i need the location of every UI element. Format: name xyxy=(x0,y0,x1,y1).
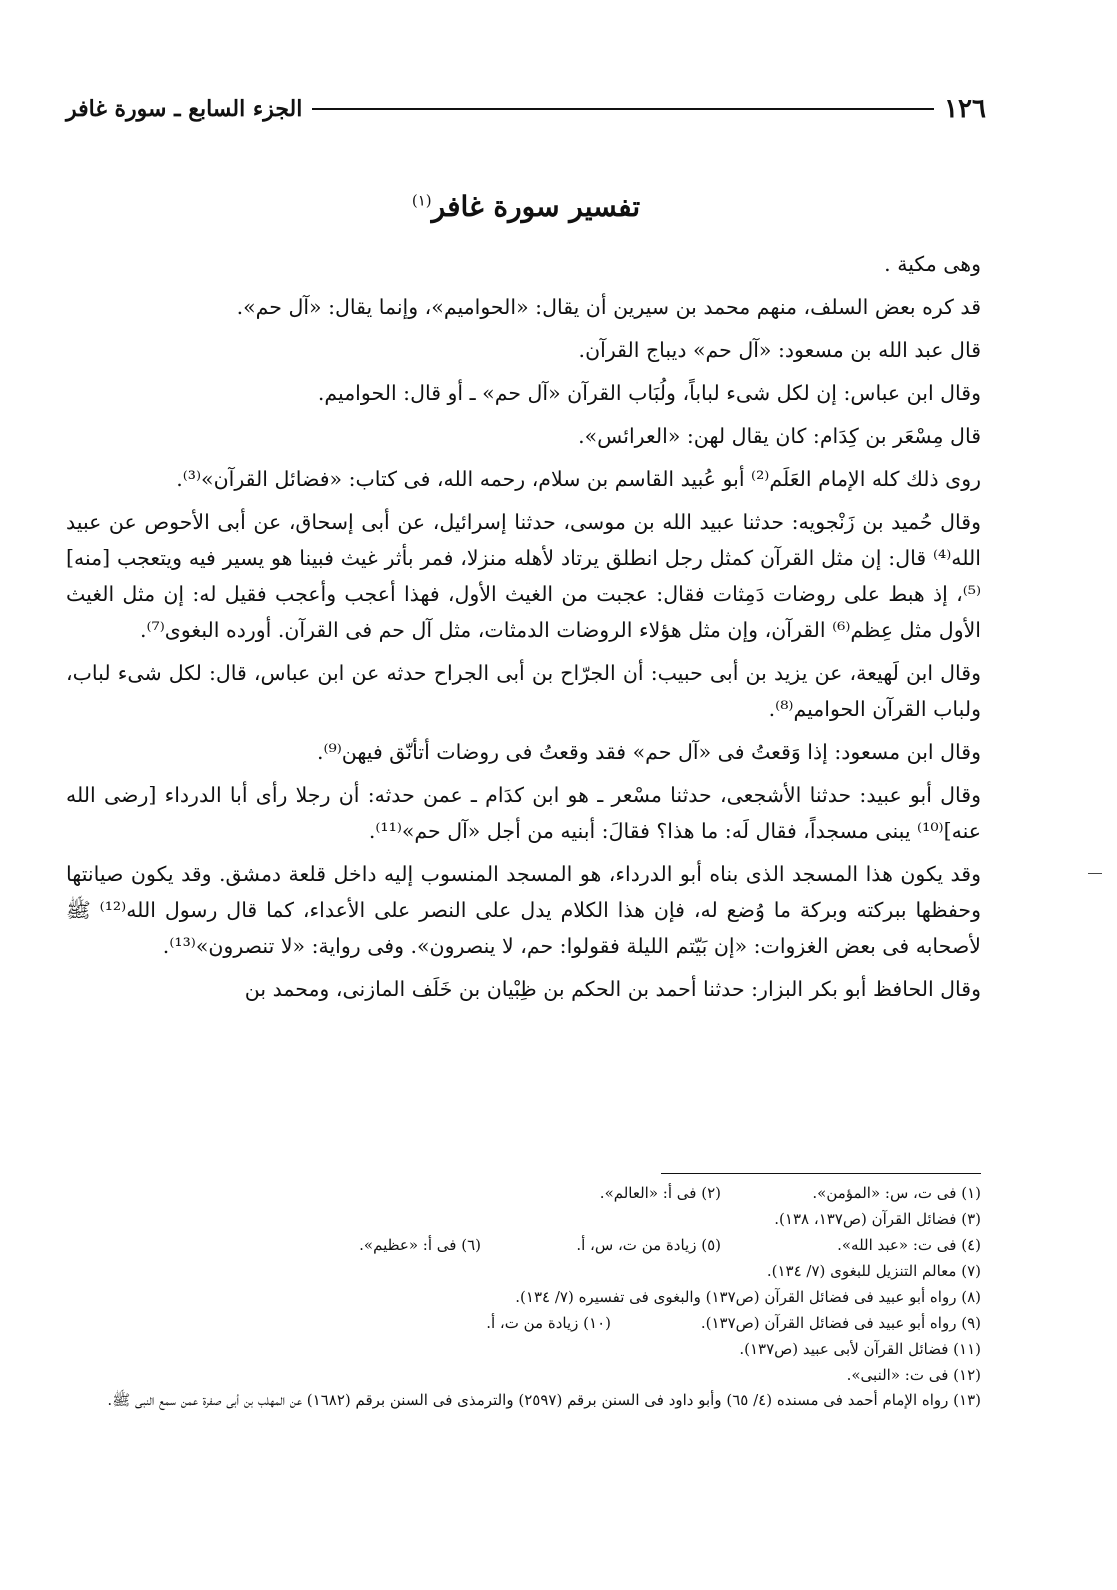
paragraph: وقال الحافظ أبو بكر البزار: حدثنا أحمد بن الحكم بن ظِبْيان بن خَلَف المازنى، ومحمد بن xyxy=(244,977,981,1001)
paragraph: وهى مكية . xyxy=(884,252,981,276)
paragraph: قال مِسْعَر بن كِدَام: كان يقال لهن: «العرائس». xyxy=(578,424,981,448)
paragraph: قال عبد الله بن مسعود: «آل حم» ديباج القرآن. xyxy=(578,338,981,362)
footnote-1: (١) فى ت، س: «المؤمن». xyxy=(812,1184,981,1202)
footnote-separator xyxy=(661,1173,981,1174)
footnote-row xyxy=(66,1232,981,1258)
footnote-8: (٨) رواه أبو عبيد فى فضائل القرآن (ص١٣٧) والبغوى فى تفسيره (٧/ ١٣٤). xyxy=(515,1288,981,1306)
page-number: ١٢٦ xyxy=(944,94,986,124)
paragraph: وقال ابن لَهيعة، عن يزيد بن أبى حبيب: أن الجرّاح بن أبى الجراح حدثه عن ابن عباس، قال: لكل شىء لباب، ولباب القرآن الحواميم⁽⁸⁾. xyxy=(66,661,981,721)
running-header xyxy=(66,92,986,126)
paragraph: وقال حُميد بن زَنْجويه: حدثنا عبيد الله بن موسى، حدثنا إسرائيل، عن أبى إسحاق، عن أبى الأحوص عن عبيد الله⁽⁴⁾ قال: إن مثل القرآن كمثل رجل انطلق يرتاد لأهله منزلا، فمر بأثر غيث فبينا هو يسير فيه ويتعجب [منه]⁽⁵⁾، إذ هبط على روضات دَمِثات فقال: عجبت من الغيث الأول، فهذا أعجب وأعجب فقيل له: إن مثل الغيث الأول مثل عِظم⁽⁶⁾ القرآن، وإن مثل هؤلاء الروضات الدمثات، مثل آل حم فى القرآن. أورده البغوى⁽⁷⁾. xyxy=(66,510,981,642)
footnote-row xyxy=(66,1206,981,1232)
footnote-row xyxy=(66,1180,981,1206)
surah-title-text: تفسير سورة غافر xyxy=(431,190,641,223)
header-rule xyxy=(312,108,934,110)
footnote-row xyxy=(66,1284,981,1310)
paragraph: وقد يكون هذا المسجد الذى بناه أبو الدرداء، هو المسجد المنسوب إليه داخل قلعة دمشق. وقد يكون صيانتها وحفظها ببركته وبركة ما وُضع له، فإن هذا الكلام يدل على النصر على الأعداء، كما قال رسول الله⁽¹²⁾ ﷺ لأصحابه فى بعض الغزوات: «إن بَيّتم الليلة فقولوا: حم، لا ينصرون». وفى رواية: «لا تنصرون»⁽¹³⁾. xyxy=(66,862,981,958)
paragraph: قد كره بعض السلف، منهم محمد بن سيرين أن يقال: «الحواميم»، وإنما يقال: «آل حم». xyxy=(236,295,981,319)
footnote-10: (١٠) زيادة من ت، أ. xyxy=(486,1314,611,1332)
main-text xyxy=(66,246,981,1014)
footnote-12: (١٢) فى ت: «النبى». xyxy=(846,1366,981,1384)
footnote-row xyxy=(66,1362,981,1388)
footnotes xyxy=(66,1180,981,1413)
footnote-2: (٢) فى أ: «العالم». xyxy=(599,1184,721,1202)
footnote-11: (١١) فضائل القرآن لأبى عبيد (ص١٣٧). xyxy=(739,1340,981,1358)
footnote-6: (٦) فى أ: «عظيم». xyxy=(359,1236,481,1254)
paragraph: وقال أبو عبيد: حدثنا الأشجعى، حدثنا مسْعر ـ هو ابن كدَام ـ عمن حدثه: أن رجلا رأى أبا الدرداء [رضى الله عنه]⁽¹⁰⁾ يبنى مسجداً، فقال لَه: ما هذا؟ فقالَ: أبنيه من أجل «آل حم»⁽¹¹⁾. xyxy=(66,783,981,843)
footnote-3: (٣) فضائل القرآن (ص١٣٧، ١٣٨). xyxy=(774,1210,981,1228)
footnote-9: (٩) رواه أبو عبيد فى فضائل القرآن (ص١٣٧). xyxy=(700,1314,981,1332)
footnote-7: (٧) معالم التنزيل للبغوى (٧/ ١٣٤). xyxy=(766,1262,981,1280)
margin-mark xyxy=(1088,873,1102,874)
footnote-4: (٤) فى ت: «عبد الله». xyxy=(837,1236,981,1254)
footnote-13: (١٣) رواه الإمام أحمد فى مسنده (٤/ ٦٥) وأبو داود فى السنن برقم (٢٥٩٧) والترمذى فى السنن برقم (١٦٨٢) عن المهلب بن أبى صفرة عمن سمع النبى ﷺ. xyxy=(107,1391,981,1409)
footnote-row xyxy=(66,1310,981,1336)
paragraph: وقال ابن عباس: إن لكل شىء لباباً، ولُبَاب القرآن «آل حم» ـ أو قال: الحواميم. xyxy=(317,381,981,405)
footnote-row xyxy=(66,1258,981,1284)
surah-title xyxy=(66,190,986,223)
footnote-row xyxy=(66,1336,981,1362)
paragraph: وقال ابن مسعود: إذا وَقعتُ فى «آل حم» فقد وقعتُ فى روضات أتأنّق فيهن⁽⁹⁾. xyxy=(316,740,981,764)
paragraph: روى ذلك كله الإمام العَلَم⁽²⁾ أبو عُبيد القاسم بن سلام، رحمه الله، فى كتاب: «فضائل القرآن»⁽³⁾. xyxy=(176,467,981,491)
running-title: الجزء السابع ـ سورة غافر xyxy=(66,96,303,122)
surah-title-note: (١) xyxy=(411,191,432,210)
footnote-5: (٥) زيادة من ت، س، أ. xyxy=(576,1236,721,1254)
